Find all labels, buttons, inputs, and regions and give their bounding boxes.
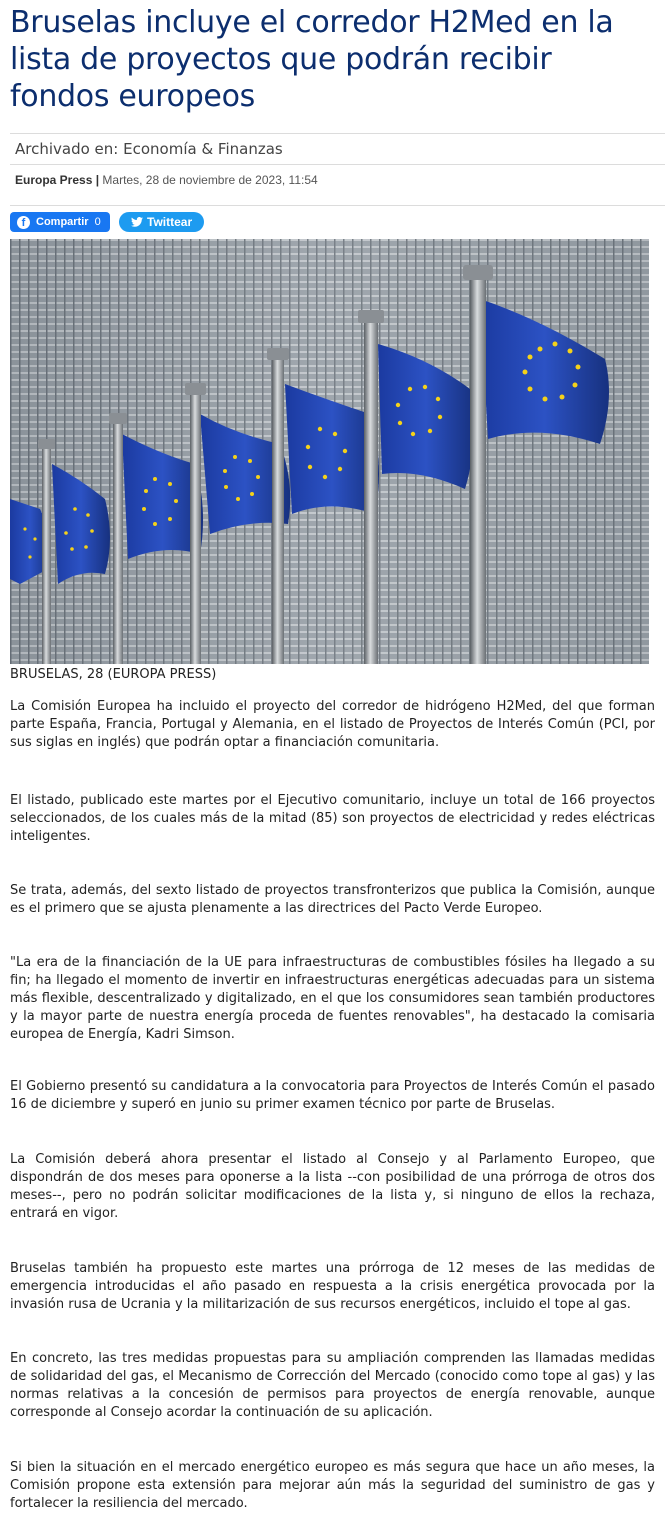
article-paragraph: La Comisión deberá ahora presentar el listado al Consejo y al Parlamento Europeo, que dispondrán de dos meses para oponerse a la lista --con posibilidad de una prórroga de otros dos meses--, pero no podrán solicitar modificaciones de la lista y, si ninguno de ellos la rechaza, entrará en vigor. — [10, 1152, 655, 1221]
facebook-icon: f — [17, 216, 30, 229]
article-date: Martes, 28 de noviembre de 2023, 11:54 — [102, 173, 318, 187]
facebook-share-button[interactable] — [10, 212, 110, 232]
article-source: Europa Press — [15, 173, 93, 187]
article-paragraph: La Comisión Europea ha incluido el proyecto del corredor de hidrógeno H2Med, del que forman parte España, Francia, Portugal y Alemania, en el listado de Proyectos de Interés Común (PCI, por sus siglas en inglés) que podrán optar a financiación comunitaria. — [10, 699, 655, 750]
archive-label: Archivado en: — [15, 140, 119, 158]
archive-category-link[interactable]: Economía & Finanzas — [123, 140, 283, 158]
article-paragraph: Bruselas también ha propuesto este martes una prórroga de 12 meses de las medidas de emergencia introducidas el año pasado en respuesta a la crisis energética provocada por la invasión rusa de Ucrania y la militarización de sus recursos energéticos, incluido el tope al gas. — [10, 1261, 655, 1312]
article-paragraph: Si bien la situación en el mercado energético europeo es más segura que hace un año meses, la Comisión propone esta extensión para mejorar aún más la seguridad del suministro de gas y fortalecer la resiliencia del mercado. — [10, 1460, 655, 1511]
article-paragraph: El Gobierno presentó su candidatura a la convocatoria para Proyectos de Interés Común el pasado 16 de diciembre y superó en junio su primer examen técnico por parte de Bruselas. — [10, 1079, 655, 1112]
facebook-share-count: 0 — [94, 216, 101, 228]
article-paragraph: "La era de la financiación de la UE para infraestructuras de combustibles fósiles ha llegado a su fin; ha llegado el momento de invertir en infraestructuras energéticas adecuadas para un sistema más flexible, descentralizado y digitalizado, en el que los consumidores sean también productores y la mayor parte de nuestra energía proceda de fuentes renovables", ha destacado la comisaria europea de Energía, Kadri Simson. — [10, 955, 655, 1042]
article-title: Bruselas incluye el corredor H2Med en la lista de proyectos que podrán recibir fondos europeos — [10, 5, 614, 114]
eu-flags-photo — [10, 239, 649, 664]
archive-bar — [10, 133, 665, 165]
facebook-share-label: Compartir — [36, 216, 89, 228]
twitter-share-button[interactable] — [119, 212, 204, 232]
photo-caption: BRUSELAS, 28 (EUROPA PRESS) — [10, 667, 217, 682]
article-meta — [15, 172, 318, 188]
twitter-share-label: Twittear — [147, 215, 193, 229]
article-photo — [10, 239, 649, 664]
meta-divider — [10, 205, 665, 206]
article-paragraph: Se trata, además, del sexto listado de proyectos transfronterizos que publica la Comisión, aunque es el primero que se ajusta plenamente a las directrices del Pacto Verde Europeo. — [10, 883, 655, 916]
twitter-icon — [131, 217, 143, 227]
article-paragraph: El listado, publicado este martes por el Ejecutivo comunitario, incluye un total de 166 proyectos seleccionados, de los cuales más de la mitad (85) son proyectos de electricidad y redes eléctricas inteligentes. — [10, 793, 655, 844]
article-paragraph: En concreto, las tres medidas propuestas para su ampliación comprenden las llamadas medidas de solidaridad del gas, el Mecanismo de Corrección del Mercado (conocido como tope al gas) y las normas relativas a la concesión de permisos para proyectos de energía renovable, aunque corresponde al Consejo acordar la continuación de su aplicación. — [10, 1351, 655, 1420]
meta-separator: | — [95, 173, 100, 187]
